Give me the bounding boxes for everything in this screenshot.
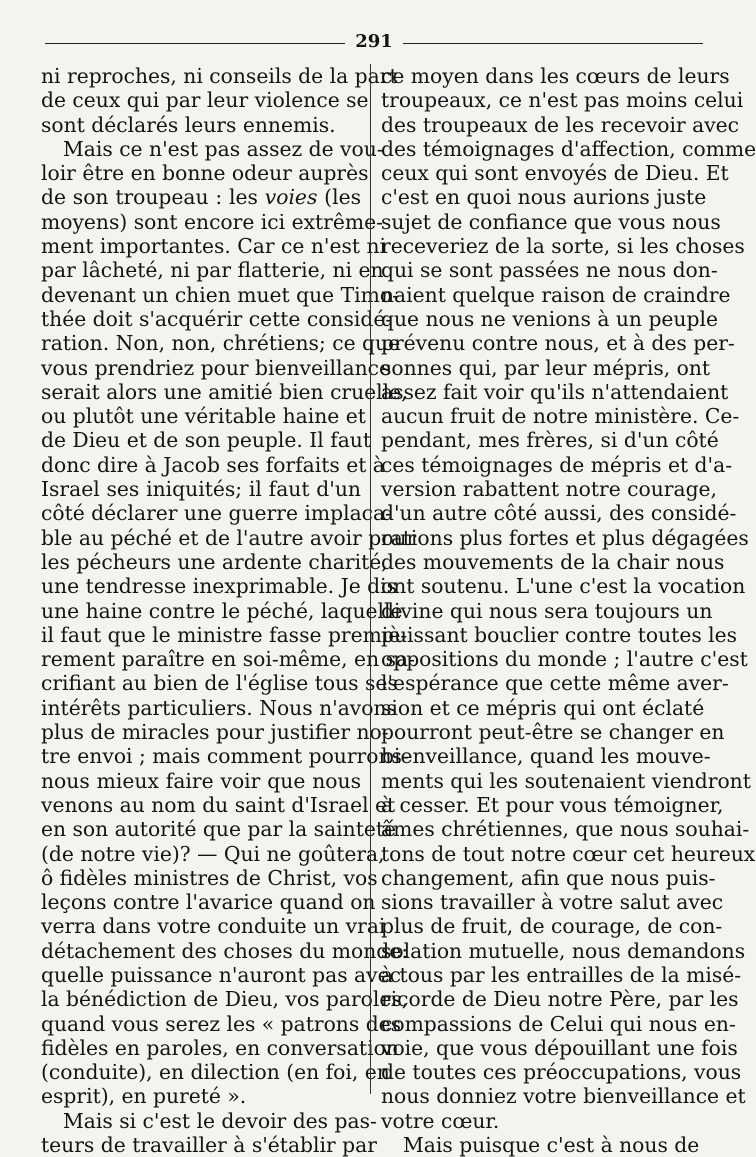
text-line: de toutes ces préoccupations, vous [381,1060,742,1085]
text-line: Israel ses iniquités; il faut d'un [41,477,361,502]
page-number: 291 [355,31,393,52]
text-line: des mouvements de la chair nous [381,549,725,574]
text-line: âmes chrétiennes, que nous souhai- [381,817,750,842]
text-line: les pécheurs une ardente charité, [41,549,388,574]
text-line: receveriez de la sorte, si les choses [381,234,745,259]
text-line: d'un autre côté aussi, des considé- [381,501,737,526]
text-line: devenant un chien muet que Timo- [41,282,399,307]
text-line: venons au nom du saint d'Israel et [41,792,396,817]
text-line: oppositions du monde ; l'autre c'est [381,647,748,672]
text-line: une haine contre le péché, laquelle [41,598,403,623]
text-line: quand vous serez les « patrons des [41,1011,402,1036]
text-line: qui se sont passées ne nous don- [381,258,718,283]
text-line: des troupeaux de les recevoir avec [381,112,740,137]
text-line: vous prendriez pour bienveillance [41,355,391,380]
text-line: troupeaux, ce n'est pas moins celui [381,88,744,113]
text-line: ricorde de Dieu notre Père, par les [381,987,739,1012]
text-line: rement paraître en soi-même, en sa- [41,647,415,672]
text-line: de ceux qui par leur violence se [41,88,369,113]
text-line: esprit), en pureté ». [41,1084,247,1109]
text-line: sions travailler à votre salut avec [381,890,724,915]
text-line: Mais si c'est le devoir des pas- [63,1108,377,1133]
text-line: sonnes qui, par leur mépris, ont [381,355,711,380]
text-line: voie, que vous dépouillant une fois [381,1035,738,1060]
text-line: (de notre vie)? — Qui ne goûtera, [41,841,385,866]
text-line: rations plus fortes et plus dégagées [381,525,749,550]
text-line: assez fait voir qu'ils n'attendaient [381,379,729,404]
text-line: tre envoi ; mais comment pourrons- [41,744,409,769]
text-line: puissant bouclier contre toutes les [381,622,738,647]
text-line: sujet de confiance que vous nous [381,209,721,234]
text-line: donc dire à Jacob ses forfaits et à [41,452,385,477]
text-line: aucun fruit de notre ministère. Ce- [381,404,740,429]
text-line: de son troupeau : les voies (les [41,185,361,210]
text-line: sion et ce mépris qui ont éclaté [381,695,705,720]
text-line: que nous ne venions à un peuple [381,306,718,331]
text-line: une tendresse inexprimable. Je dis [41,574,398,599]
text-line: divine qui nous sera toujours un [381,598,713,623]
text-line: ment importantes. Car ce n'est ni [41,234,387,259]
right-text-column [381,64,756,1157]
header-rule-right [403,43,703,44]
text-line: naient quelque raison de craindre [381,282,731,307]
text-line: prévenu contre nous, et à des per- [381,331,735,356]
text-line: moyens) sont encore ici extrême- [41,209,383,234]
text-line: thée doit s'acquérir cette considé- [41,306,393,331]
text-line: ce moyen dans les cœurs de leurs [381,64,730,88]
text-line: bienveillance, quand les mouve- [381,744,711,769]
text-line: ble au péché et de l'autre avoir pour [41,525,417,550]
text-line: la bénédiction de Dieu, vos paroles, [41,987,409,1012]
text-line: pendant, mes frères, si d'un côté [381,428,719,453]
column-divider [370,64,371,1094]
text-line: verra dans votre conduite un vrai [41,914,386,939]
text-line: leçons contre l'avarice quand on [41,890,376,915]
text-line: tons de tout notre cœur cet heureux [381,841,756,866]
text-line: des témoignages d'affection, comme [381,136,756,161]
text-line: Mais ce n'est pas assez de vou- [63,136,384,161]
text-line: à cesser. Et pour vous témoigner, [381,792,724,817]
text-line: loir être en bonne odeur auprès [41,161,369,186]
text-line: ments qui les soutenaient viendront [381,768,751,793]
text-line: à tous par les entrailles de la misé- [381,962,742,987]
text-line: ceux qui sont envoyés de Dieu. Et [381,161,729,186]
text-line: ces témoignages de mépris et d'a- [381,452,733,477]
text-line: sont déclarés leurs ennemis. [41,112,336,137]
text-line: pourront peut-être se changer en [381,720,725,745]
text-line: version rabattent notre courage, [381,477,718,502]
text-line: teurs de travailler à s'établir par [41,1133,377,1157]
text-line: côté déclarer une guerre implaca- [41,501,392,526]
text-line: nous mieux faire voir que nous [41,768,361,793]
text-line: il faut que le ministre fasse premiè- [41,622,408,647]
text-line: ont soutenu. L'une c'est la vocation [381,574,746,599]
text-line: ô fidèles ministres de Christ, vos [41,865,378,890]
text-line: nous donniez votre bienveillance et [381,1084,746,1109]
text-line: l'espérance que cette même aver- [381,671,729,696]
text-line: serait alors une amitié bien cruelle, [41,379,408,404]
text-line: ration. Non, non, chrétiens; ce que [41,331,401,356]
text-line: fidèles en paroles, en conversation [41,1035,399,1060]
text-line: par lâcheté, ni par flatterie, ni en [41,258,384,283]
text-line: intérêts particuliers. Nous n'avons [41,695,397,720]
text-line: en son autorité que par la sainteté [41,817,397,842]
text-line: Mais puisque c'est à nous de [403,1133,700,1157]
text-line: crifiant au bien de l'église tous ses [41,671,398,696]
text-line: ni reproches, ni conseils de la part [41,64,398,88]
text-line: c'est en quoi nous aurions juste [381,185,707,210]
text-line: changement, afin que nous puis- [381,865,716,890]
text-line: (conduite), en dilection (en foi, en [41,1060,390,1085]
text-line: compassions de Celui qui nous en- [381,1011,736,1036]
left-text-column [41,64,417,1157]
text-line: votre cœur. [381,1108,500,1133]
text-line: plus de miracles pour justifier no- [41,720,389,745]
text-line: solation mutuelle, nous demandons [381,938,746,963]
text-line: détachement des choses du monde: [41,938,409,963]
text-line: ou plutôt une véritable haine et [41,404,366,429]
text-line: quelle puissance n'auront pas avec [41,962,401,987]
text-line: plus de fruit, de courage, de con- [381,914,723,939]
text-line: de Dieu et de son peuple. Il faut [41,428,372,453]
page-header [45,30,703,50]
